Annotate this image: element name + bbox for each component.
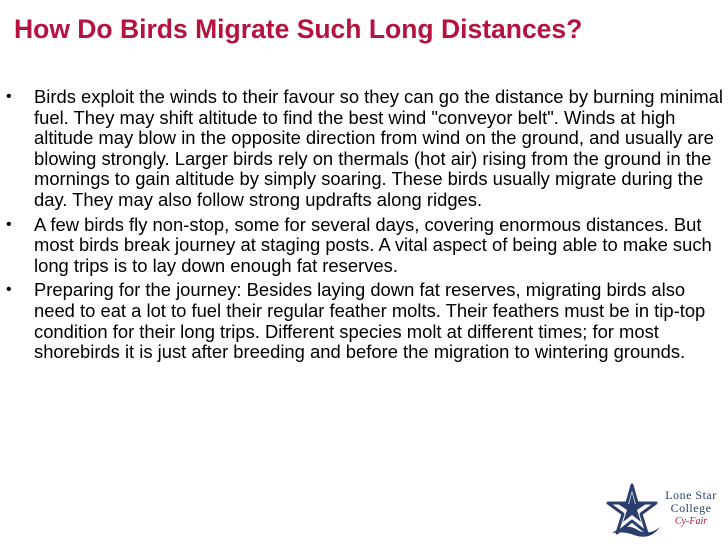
logo-wordmark <box>658 489 724 529</box>
bullet-text: Birds exploit the winds to their favour so they can go the distance by burning minimal fuel. They may shift altitude to find the best wind "conveyor belt". Winds at high altitude may blow in the opposite direction from wind on the ground, and usually are blowing strongly. Larger birds rely on thermals (hot air) rising from the ground in the mornings to gain altitude by simply soaring. These birds usually migrate during the day. They may also follow strong updrafts along ridges. <box>34 86 723 210</box>
logo-line-college: College <box>670 501 712 515</box>
logo-line-campus: Cy-Fair <box>674 516 708 527</box>
bullet-text: Preparing for the journey: Besides laying down fat reserves, migrating birds also need to eat a lot to fuel their regular feather molts. Their feathers must be in tip-top condition for their long trips. Different species molt at different times; for most shorebirds it is just after breeding and before the migration to wintering grounds. <box>34 279 706 363</box>
star-icon <box>606 483 664 543</box>
bullet-marker: • <box>6 215 12 233</box>
college-logo <box>606 483 724 543</box>
logo-line-lone-star: Lone Star <box>665 488 717 502</box>
slide-title: How Do Birds Migrate Such Long Distances? <box>14 14 583 44</box>
bullet-list <box>6 87 724 367</box>
bullet-marker: • <box>6 88 12 105</box>
bullet-marker: • <box>6 281 12 299</box>
list-item <box>6 280 724 362</box>
list-item <box>6 215 724 277</box>
list-item <box>6 87 724 211</box>
bullet-text: A few birds fly non-stop, some for several days, covering enormous distances. But most birds break journey at staging posts. A vital aspect of being able to make such long trips is to lay down enough fat reserves. <box>34 213 712 276</box>
